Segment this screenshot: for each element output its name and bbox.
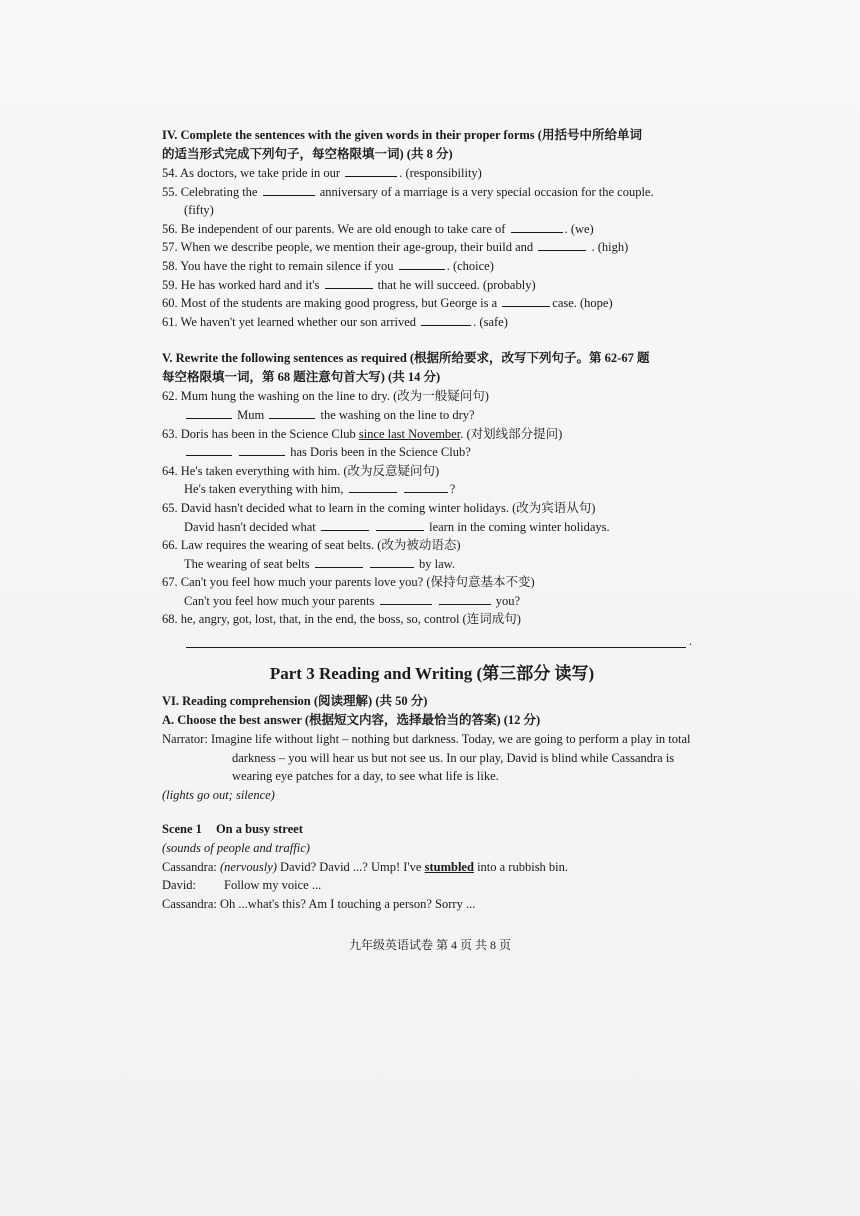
question-59: 59. He has worked hard and it's that he will succeed. (probably) xyxy=(162,277,536,292)
question-63: 63. Doris has been in the Science Club since last November. (对划线部分提问) xyxy=(162,426,563,441)
question-55-hint: (fifty) xyxy=(184,203,214,218)
question-66: 66. Law requires the wearing of seat belts. (改为被动语态) xyxy=(162,538,461,553)
answer-blank[interactable] xyxy=(439,592,491,605)
stage-direction: (lights go out; silence) xyxy=(162,787,275,802)
section-a-header: A. Choose the best answer (根据短文内容，选择最恰当的答案) (12 分) xyxy=(162,713,541,728)
question-63-answer: has Doris been in the Science Club? xyxy=(162,443,702,462)
answer-blank[interactable] xyxy=(349,480,397,493)
answer-blank[interactable] xyxy=(511,220,563,233)
answer-blank[interactable] xyxy=(404,480,448,493)
section-4-header: IV. Complete the sentences with the given words in their proper forms (用括号中所给单词 的适当形式完成下列句子，每空格限填一词) (共 8 分) xyxy=(162,128,642,161)
scene-heading: Scene 1 On a busy street xyxy=(162,822,303,837)
answer-blank[interactable] xyxy=(315,555,363,568)
answer-blank[interactable] xyxy=(502,294,550,307)
question-56: 56. Be independent of our parents. We are old enough to take care of . (we) xyxy=(162,221,594,236)
question-58: 58. You have the right to remain silence if you . (choice) xyxy=(162,258,494,273)
question-54: 54. As doctors, we take pride in our . (responsibility) xyxy=(162,166,482,180)
answer-blank[interactable] xyxy=(263,183,315,196)
answer-blank[interactable] xyxy=(380,592,432,605)
scene-direction: (sounds of people and traffic) xyxy=(162,841,310,856)
dialogue-line: Cassandra: (nervously) David? David ...? Ump! I've stumbled into a rubbish bin. xyxy=(162,859,569,874)
narrator-paragraph: Narrator: Imagine life without light – nothing but darkness. Today, we are going to perform a play in total darkness – you will hear us but not see us. In our play, David is blind while Cassandra is wearing eye patches for a day, to see what life is like. xyxy=(162,732,691,784)
dialogue-line: David: Follow my voice ... xyxy=(162,878,322,893)
section-6-header: VI. Reading comprehension (阅读理解) (共 50 分) xyxy=(162,694,428,709)
page-content xyxy=(162,126,702,913)
answer-blank[interactable] xyxy=(376,518,424,531)
answer-blank[interactable] xyxy=(421,313,471,326)
question-65-answer: David hasn't decided what learn in the coming winter holidays. xyxy=(184,519,610,534)
question-65: 65. David hasn't decided what to learn in the coming winter holidays. (改为宾语从句) xyxy=(162,500,596,515)
answer-blank[interactable] xyxy=(399,257,445,270)
section-5-header: V. Rewrite the following sentences as required (根据所给要求，改写下列句子。第 62-67 题 每空格限填一词，第 68 题注意句首大写) (共 14 分) xyxy=(162,351,650,385)
page-footer: 九年级英语试卷 第 4 页 共 8 页 xyxy=(348,938,511,952)
question-57: 57. When we describe people, we mention their age-group, their build and . (high) xyxy=(162,240,629,255)
answer-blank[interactable] xyxy=(345,164,397,177)
answer-blank[interactable] xyxy=(370,555,414,568)
question-68: 68. he, angry, got, lost, that, in the end, the boss, so, control (连词成句) xyxy=(162,612,521,627)
question-64: 64. He's taken everything with him. (改为反意疑问句) xyxy=(162,463,440,478)
question-67: 67. Can't you feel how much your parents love you? (保持句意基本不变) xyxy=(162,575,535,590)
underlined-phrase: since last November xyxy=(358,426,461,441)
answer-blank[interactable] xyxy=(239,443,285,456)
answer-blank[interactable] xyxy=(538,238,586,251)
answer-blank[interactable] xyxy=(325,276,373,289)
question-62-answer: Mum the washing on the line to dry? xyxy=(162,406,702,425)
answer-blank[interactable] xyxy=(269,406,315,419)
part-3-title: Part 3 Reading and Writing (第三部分 读写) xyxy=(269,664,595,684)
question-55: 55. Celebrating the anniversary of a marriage is a very special occasion for the couple. xyxy=(162,184,654,199)
question-64-answer: He's taken everything with him, ? xyxy=(184,482,456,497)
question-60: 60. Most of the students are making good progress, but George is a case. (hope) xyxy=(162,296,613,311)
question-68-answer-line[interactable]: . xyxy=(186,639,686,648)
answer-blank[interactable] xyxy=(186,406,232,419)
question-67-answer: Can't you feel how much your parents you? xyxy=(184,593,521,608)
answer-blank[interactable] xyxy=(321,518,369,531)
answer-blank[interactable] xyxy=(186,443,232,456)
dialogue-line: Cassandra: Oh ...what's this? Am I touching a person? Sorry ... xyxy=(162,896,476,911)
question-62: 62. Mum hung the washing on the line to dry. (改为一般疑问句) xyxy=(162,389,489,404)
underlined-word: stumbled xyxy=(424,859,474,874)
question-61: 61. We haven't yet learned whether our son arrived . (safe) xyxy=(162,314,508,329)
question-66-answer: The wearing of seat belts by law. xyxy=(184,556,456,571)
